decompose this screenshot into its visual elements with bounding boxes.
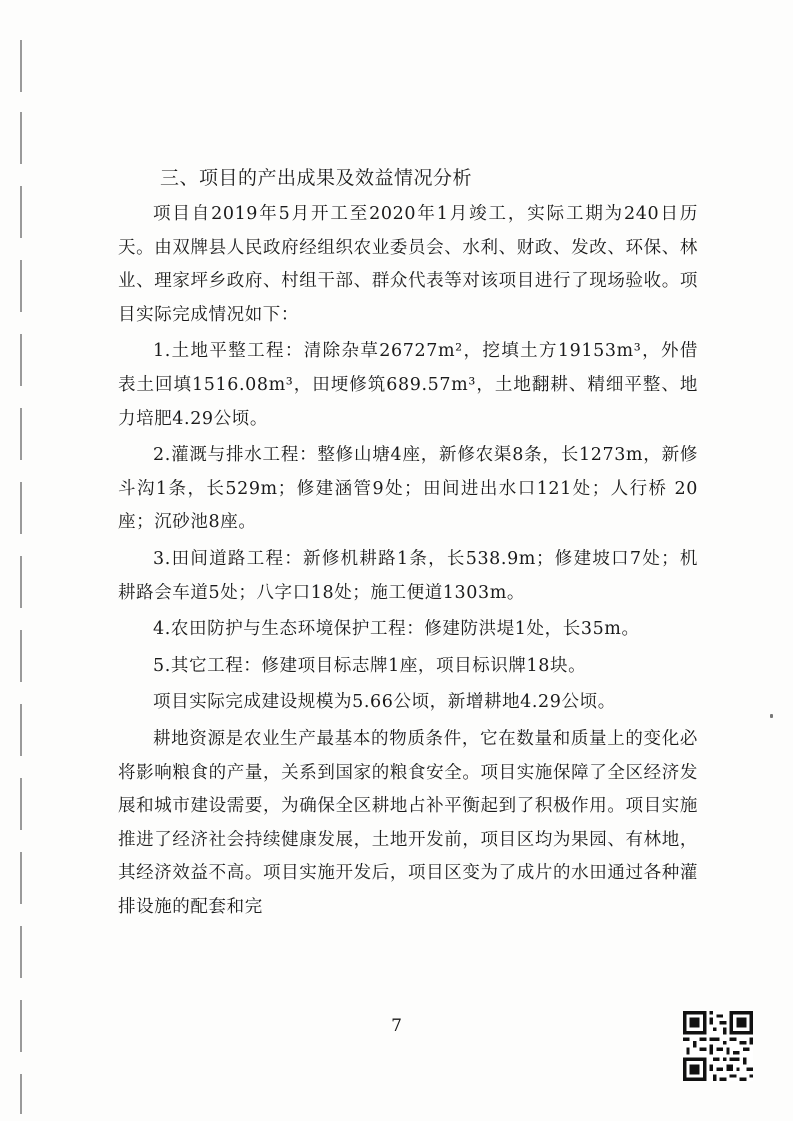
binding-mark (20, 852, 22, 904)
binding-mark (20, 40, 22, 92)
qr-code-icon (683, 1011, 753, 1081)
document-body (118, 160, 698, 924)
section-heading: 三、项目的产出成果及效益情况分析 (160, 167, 473, 189)
paragraph-land-leveling: 1.土地平整工程：清除杂草26727m²，挖填土方19153m³，外借表土回填1516.08m³，田埂修筑689.57m³，土地翻耕、精细平整、地力培肥4.29公顷。 (118, 341, 698, 429)
binding-mark (20, 334, 22, 386)
binding-mark (20, 260, 22, 312)
binding-mark (20, 1074, 22, 1114)
binding-mark (20, 926, 22, 978)
paragraph-intro: 项目自2019年5月开工至2020年1月竣工，实际工期为240日历天。由双牌县人民政府经组织农业委员会、水利、财政、发改、环保、林业、理家坪乡政府、村组干部、群众代表等对该项目进行了现场验收。项目实际完成情况如下： (118, 204, 698, 325)
paragraph-scale: 项目实际完成建设规模为5.66公顷，新增耕地4.29公顷。 (153, 692, 616, 713)
binding-mark (20, 482, 22, 534)
paragraph-other-works: 5.其它工程：修建项目标志牌1座，项目标识牌18块。 (153, 655, 587, 676)
binding-mark (20, 704, 22, 756)
binding-mark (20, 186, 22, 238)
page-number: 7 (391, 1016, 402, 1036)
binding-mark (20, 112, 22, 164)
paragraph-protection: 4.农田防护与生态环境保护工程：修建防洪堤1处，长35m。 (153, 619, 640, 640)
binding-mark (20, 630, 22, 682)
binding-mark (20, 408, 22, 460)
paragraph-irrigation: 2.灌溉与排水工程：整修山塘4座，新修农渠8条，长1273m，新修斗沟1条，长529m；修建涵管9处；田间进出水口121处；人行桥 20 座；沉砂池8座。 (118, 445, 698, 533)
binding-mark (20, 778, 22, 830)
scan-speck (770, 714, 773, 718)
paragraph-benefits: 耕地资源是农业生产最基本的物质条件，它在数量和质量上的变化必将影响粮食的产量，关系到国家的粮食安全。项目实施保障了全区经济发展和城市建设需要，为确保全区耕地占补平衡起到了积极作用。项目实施推进了经济社会持续健康发展，土地开发前，项目区均为果园、有林地，其经济效益不高。项目实施开发后，项目区变为了成片的水田通过各种灌排设施的配套和完 (118, 728, 698, 917)
paragraph-field-roads: 3.田间道路工程：新修机耕路1条，长538.9m；修建坡口7处；机耕路会车道5处；八字口18处；施工便道1303m。 (118, 548, 698, 603)
binding-mark (20, 556, 22, 608)
